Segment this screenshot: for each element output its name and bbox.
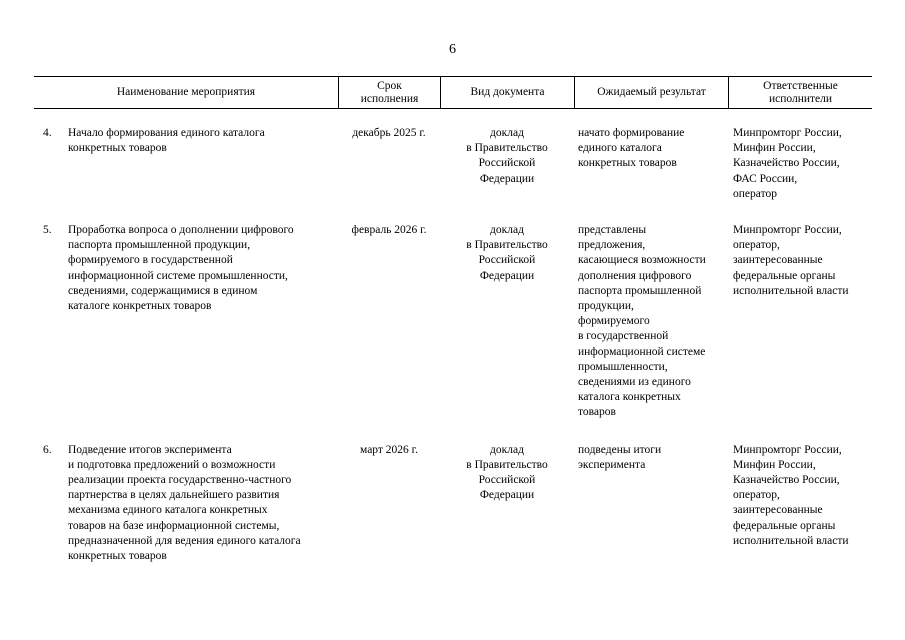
page-number: 6 (449, 42, 456, 57)
responsible-executors: Минпромторг России, Минфин России, Казначейство России, оператор, заинтересованные федеральные органы исполнительной власти (733, 443, 849, 547)
expected-result: подведены итоги эксперимента (578, 443, 662, 471)
document-type: доклад в Правительство Российской Федерации (466, 443, 548, 502)
document-type: доклад в Правительство Российской Федерации (466, 127, 548, 185)
deadline: декабрь 2025 г. (352, 127, 426, 139)
document-type: доклад в Правительство Российской Федерации (466, 224, 548, 282)
responsible-executors: Минпромторг России, оператор, заинтересованные федеральные органы исполнительной власти (733, 224, 849, 297)
expected-result: представлены предложения, касающиеся возможности дополнения цифрового паспорта промышленной продукции, формируемого в государственной информационной системе промышленности, сведениями из единого каталога конкретных товаров (578, 224, 706, 419)
header-doc-type: Вид документа (440, 77, 574, 108)
event-name: Проработка вопроса о дополнении цифрового паспорта промышленной продукции, формируемого в государственной информационной системе промышленности, сведениями, содержащимися в едином каталоге конкретных товаров (68, 224, 294, 313)
expected-result: начато формирование единого каталога конкретных товаров (578, 127, 685, 170)
row-number: 4. (43, 127, 52, 139)
row-number: 5. (43, 224, 52, 237)
deadline: март 2026 г. (360, 443, 418, 456)
event-name: Подведение итогов эксперимента и подготовка предложений о возможности реализации проекта государственно-частного партнерства в целях дальнейшего развития механизма единого каталога конкретных товаров на базе информационной системы, предназначенной для ведения единого каталога конкретных товаров (68, 443, 301, 563)
table-row (34, 126, 872, 202)
table-row (34, 443, 872, 565)
header-name: Наименование мероприятия (116, 86, 256, 98)
events-table (34, 76, 872, 564)
row-number: 6. (43, 443, 52, 456)
header-deadline: Срок исполнения (338, 77, 440, 108)
header-result: Ожидаемый результат (574, 77, 728, 108)
header-responsible: Ответственные исполнители (728, 77, 872, 108)
responsible-executors: Минпромторг России, Минфин России, Казначейство России, ФАС России, оператор (733, 127, 842, 200)
deadline: февраль 2026 г. (351, 224, 427, 237)
event-name: Начало формирования единого каталога конкретных товаров (68, 127, 265, 155)
table-header (34, 77, 872, 109)
table-row (34, 223, 872, 421)
